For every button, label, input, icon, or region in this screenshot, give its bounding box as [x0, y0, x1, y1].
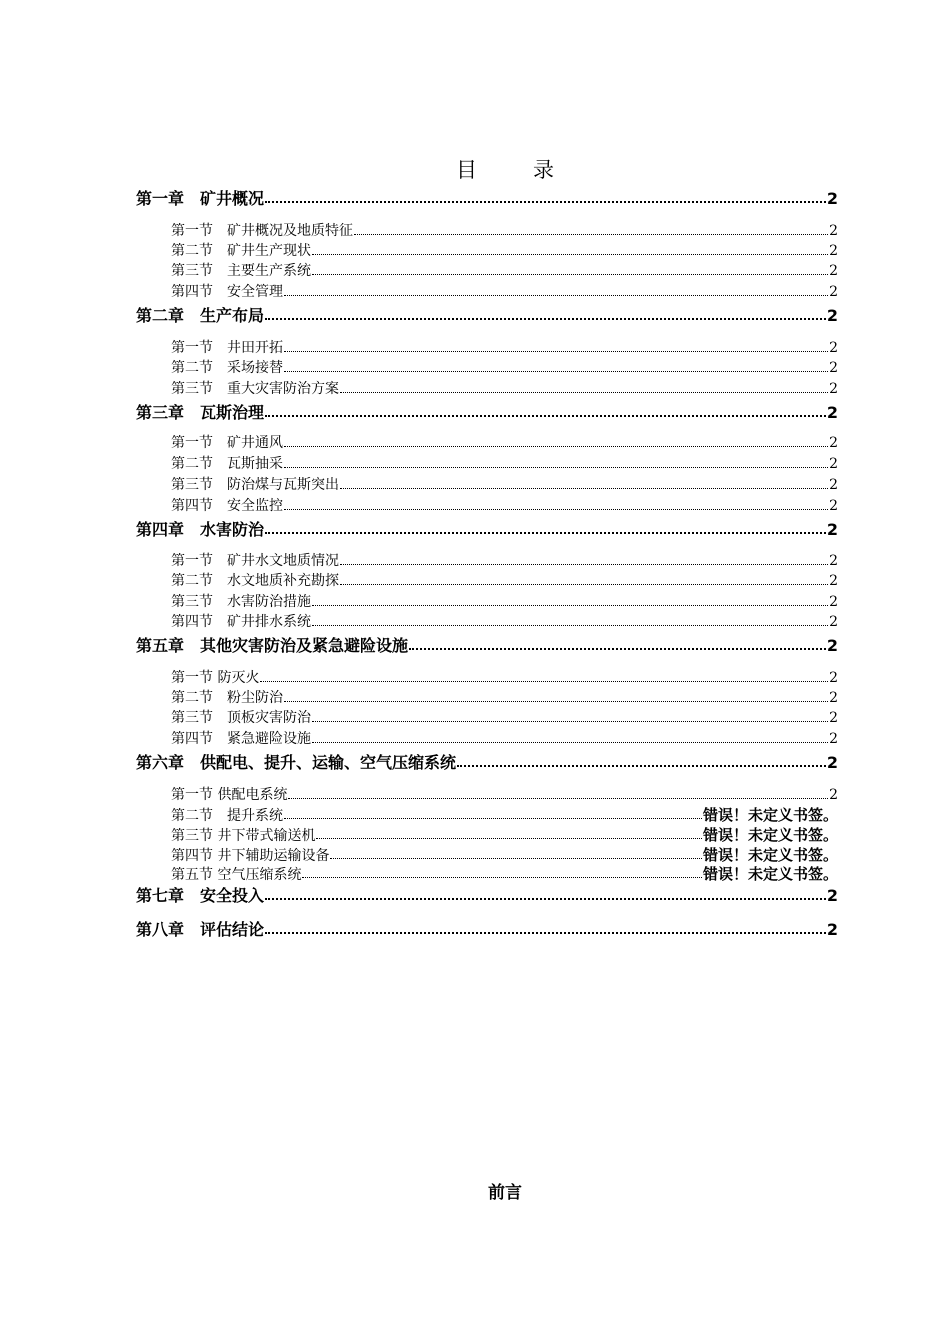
toc-section-entry[interactable]	[171, 550, 838, 570]
toc-entry-label: 第二节 水文地质补充勘探	[171, 573, 339, 589]
dot-leader	[302, 877, 702, 878]
dot-leader	[312, 254, 828, 255]
toc-entry-label: 第二节 粉尘防治	[171, 690, 283, 706]
toc-entry-page-number: 2	[829, 477, 838, 493]
toc-entry-label: 第四节 井下辅助运输设备	[171, 848, 330, 864]
toc-chapter-entry[interactable]	[136, 750, 838, 772]
toc-section-entry[interactable]	[171, 844, 838, 864]
toc-section-entry[interactable]	[171, 591, 838, 611]
toc-section-entry[interactable]	[171, 240, 838, 260]
toc-entry-page-number: 错误！未定义书签。	[702, 865, 838, 883]
toc-entry-page-number: 2	[829, 223, 838, 239]
toc-entry-label: 第一节 供配电系统	[171, 787, 288, 803]
toc-section-entry[interactable]	[171, 432, 838, 452]
dot-leader	[265, 201, 826, 203]
dot-leader	[312, 625, 828, 626]
toc-entry-page-number: 2	[826, 636, 838, 655]
toc-entry-page-number: 2	[826, 886, 838, 905]
dot-leader	[312, 605, 828, 606]
toc-entry-label: 第三节 顶板灾害防治	[171, 710, 311, 726]
toc-entry-page-number: 2	[826, 920, 838, 939]
toc-entry-page-number: 2	[826, 189, 838, 208]
dot-leader	[354, 234, 828, 235]
preface-heading: 前言	[488, 1183, 522, 1203]
toc-entry-label: 第一节 防灭火	[171, 670, 260, 686]
toc-entry-label: 第三章 瓦斯治理	[136, 403, 265, 422]
toc-chapter-entry[interactable]	[136, 917, 838, 939]
toc-title-left: 目	[456, 158, 477, 182]
dot-leader	[284, 371, 828, 372]
toc-title-right: 录	[533, 158, 554, 182]
toc-entry-page-number: 2	[826, 403, 838, 422]
toc-title	[0, 154, 950, 184]
toc-section-entry[interactable]	[171, 281, 838, 301]
toc-entry-page-number: 2	[829, 360, 838, 376]
dot-leader	[457, 765, 826, 767]
toc-section-entry[interactable]	[171, 863, 838, 883]
toc-section-entry[interactable]	[171, 474, 838, 494]
dot-leader	[284, 701, 828, 702]
toc-entry-page-number: 2	[829, 263, 838, 279]
toc-section-entry[interactable]	[171, 804, 838, 824]
toc-entry-label: 第三节 重大灾害防治方案	[171, 381, 339, 397]
toc-entry-page-number: 2	[829, 670, 838, 686]
dot-leader	[265, 932, 826, 934]
toc-entry-page-number: 2	[829, 614, 838, 630]
toc-chapter-entry[interactable]	[136, 517, 838, 539]
toc-chapter-entry[interactable]	[136, 633, 838, 655]
toc-entry-label: 第五章 其他灾害防治及紧急避险设施	[136, 636, 409, 655]
dot-leader	[265, 532, 826, 534]
toc-section-entry[interactable]	[171, 378, 838, 398]
toc-entry-page-number: 2	[829, 243, 838, 259]
toc-chapter-entry[interactable]	[136, 400, 838, 422]
toc-entry-page-number: 错误！未定义书签。	[702, 846, 838, 864]
toc-entry-page-number: 2	[826, 520, 838, 539]
toc-entry-page-number: 2	[829, 435, 838, 451]
toc-entry-label: 第四节 紧急避险设施	[171, 731, 311, 747]
toc-chapter-entry[interactable]	[136, 883, 838, 905]
dot-leader	[265, 898, 826, 900]
dot-leader	[340, 564, 828, 565]
toc-entry-page-number: 2	[829, 340, 838, 356]
toc-chapter-entry[interactable]	[136, 186, 838, 208]
toc-section-entry[interactable]	[171, 611, 838, 631]
toc-entry-page-number: 2	[829, 553, 838, 569]
dot-leader	[312, 274, 828, 275]
dot-leader	[312, 742, 828, 743]
toc-entry-label: 第一节 井田开拓	[171, 340, 283, 356]
dot-leader	[284, 295, 828, 296]
toc-entry-page-number: 2	[829, 731, 838, 747]
dot-leader	[265, 415, 826, 417]
toc-entry-page-number: 2	[829, 284, 838, 300]
dot-leader	[284, 818, 702, 819]
toc-entry-page-number: 2	[826, 306, 838, 325]
dot-leader	[284, 351, 828, 352]
dot-leader	[265, 318, 826, 320]
toc-section-entry[interactable]	[171, 495, 838, 515]
dot-leader	[340, 392, 828, 393]
toc-section-entry[interactable]	[171, 453, 838, 473]
toc-entry-page-number: 2	[829, 710, 838, 726]
toc-entry-label: 第四章 水害防治	[136, 520, 265, 539]
toc-section-entry[interactable]	[171, 260, 838, 280]
dot-leader	[284, 446, 828, 447]
dot-leader	[288, 798, 828, 799]
dot-leader	[260, 681, 828, 682]
dot-leader	[312, 721, 828, 722]
toc-entry-page-number: 2	[829, 456, 838, 472]
dot-leader	[284, 509, 828, 510]
toc-entry-label: 第二节 提升系统	[171, 808, 283, 824]
toc-entry-label: 第五节 空气压缩系统	[171, 867, 302, 883]
dot-leader	[330, 858, 702, 859]
toc-entry-label: 第八章 评估结论	[136, 920, 265, 939]
toc-entry-label: 第四节 安全管理	[171, 284, 283, 300]
toc-entry-label: 第四节 安全监控	[171, 498, 283, 514]
toc-entry-label: 第三节 水害防治措施	[171, 594, 311, 610]
toc-entry-label: 第二章 生产布局	[136, 306, 265, 325]
toc-section-entry[interactable]	[171, 728, 838, 748]
toc-entry-label: 第四节 矿井排水系统	[171, 614, 311, 630]
dot-leader	[284, 467, 828, 468]
toc-entry-label: 第三节 防治煤与瓦斯突出	[171, 477, 339, 493]
toc-section-entry[interactable]	[171, 707, 838, 727]
dot-leader	[409, 648, 826, 650]
toc-section-entry[interactable]	[171, 357, 838, 377]
toc-entry-page-number: 2	[826, 753, 838, 772]
toc-section-entry[interactable]	[171, 667, 838, 687]
toc-entry-label: 第二节 采场接替	[171, 360, 283, 376]
toc-entry-page-number: 2	[829, 787, 838, 803]
toc-entry-label: 第三节 主要生产系统	[171, 263, 311, 279]
toc-entry-label: 第一章 矿井概况	[136, 189, 265, 208]
toc-entry-page-number: 2	[829, 498, 838, 514]
dot-leader	[340, 584, 828, 585]
toc-entry-label: 第六章 供配电、提升、运输、空气压缩系统	[136, 753, 457, 772]
toc-entry-page-number: 2	[829, 594, 838, 610]
toc-section-entry[interactable]	[171, 337, 838, 357]
toc-section-entry[interactable]	[171, 824, 838, 844]
toc-entry-page-number: 2	[829, 573, 838, 589]
toc-entry-label: 第七章 安全投入	[136, 886, 265, 905]
toc-section-entry[interactable]	[171, 687, 838, 707]
toc-entry-page-number: 2	[829, 381, 838, 397]
toc-entry-label: 第三节 井下带式输送机	[171, 828, 316, 844]
toc-entry-label: 第二节 矿井生产现状	[171, 243, 311, 259]
toc-section-entry[interactable]	[171, 784, 838, 804]
toc-entry-label: 第一节 矿井概况及地质特征	[171, 223, 353, 239]
toc-section-entry[interactable]	[171, 220, 838, 240]
toc-entry-label: 第二节 瓦斯抽采	[171, 456, 283, 472]
dot-leader	[340, 488, 828, 489]
toc-entry-page-number: 错误！未定义书签。	[702, 826, 838, 844]
toc-entry-page-number: 错误！未定义书签。	[702, 806, 838, 824]
toc-chapter-entry[interactable]	[136, 303, 838, 325]
dot-leader	[316, 838, 702, 839]
toc-entry-label: 第一节 矿井通风	[171, 435, 283, 451]
toc-entry-label: 第一节 矿井水文地质情况	[171, 553, 339, 569]
toc-section-entry[interactable]	[171, 570, 838, 590]
toc-entry-page-number: 2	[829, 690, 838, 706]
